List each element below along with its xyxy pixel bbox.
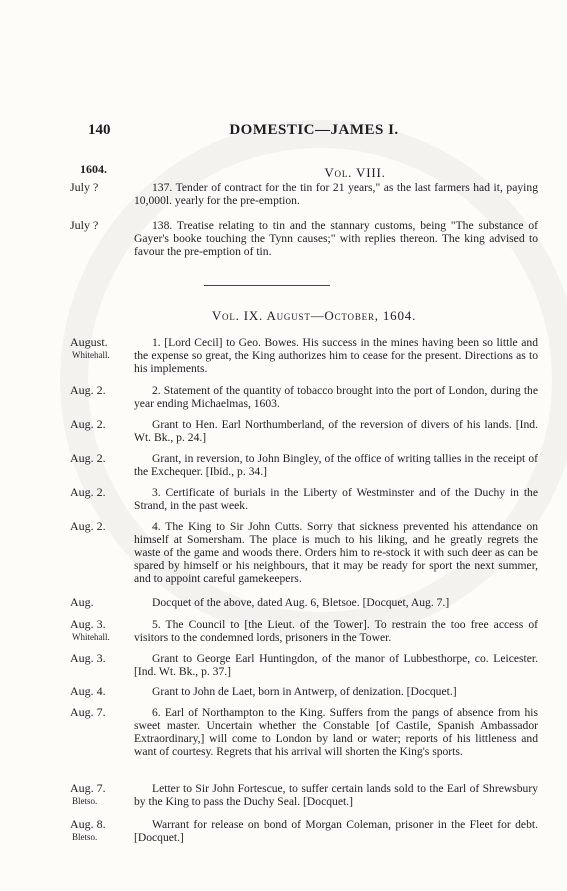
entry-text: Warrant for release on bond of Morgan Coleman, prisoner in the Fleet for debt. [Docquet.]: [134, 818, 538, 844]
entry-date: Aug. 7. Bletso.: [70, 782, 128, 808]
entry-place: Whitehall.: [72, 350, 110, 360]
entry-text: 1. [Lord Cecil] to Geo. Bowes. His success in the mines having been so little and the expense so great, the King authorizes him to cease for the present. Directions as to his implements.: [134, 336, 538, 375]
page-number: 140: [88, 122, 111, 138]
entry-date: Aug. 2.: [70, 519, 106, 533]
entry-text: 138. Treatise relating to tin and the stannary customs, being "The substance of Gayer's booke touching the Tynn causes;" with replies thereon. The king advised to favour the pre-emption of tin.: [134, 219, 538, 258]
entry-date: Aug. 7.: [70, 705, 106, 719]
entry-text: 2. Statement of the quantity of tobacco brought into the port of London, during the year ending Michaelmas, 1603.: [134, 384, 538, 410]
entry-text: 137. Tender of contract for the tin for 21 years," as the last farmers had it, paying 10,000l. yearly for the pre-emption.: [134, 181, 538, 207]
section-title-vol-viii: Vol. VIII.: [324, 165, 386, 180]
entry-place: Whitehall.: [72, 632, 110, 642]
entry-place: Bletso.: [72, 832, 98, 842]
entry-date: Aug. 2.: [70, 451, 106, 465]
entry-date: July ?: [70, 218, 99, 232]
entry-text: 3. Certificate of burials in the Liberty of Westminster and of the Duchy in the Strand, in the past week.: [134, 486, 538, 512]
entry-date: Aug. 4.: [70, 684, 106, 698]
entry-text: Letter to Sir John Fortescue, to suffer certain lands sold to the Earl of Shrewsbury by the King to pass the Duchy Seal. [Docquet.]: [134, 782, 538, 808]
entry-date: Aug. 3. Whitehall.: [70, 618, 128, 644]
entry-date: August. Whitehall.: [70, 336, 128, 362]
entry-date: Aug.: [70, 595, 94, 609]
entry-text: Grant to Hen. Earl Northumberland, of the reversion of divers of his lands. [Ind. Wt. Bk., p. 24.]: [134, 418, 538, 444]
page-header: [88, 122, 540, 142]
entry-place: Bletso.: [72, 796, 98, 806]
section-divider: [204, 285, 330, 286]
entry-date: Aug. 2.: [70, 485, 106, 499]
running-head: DOMESTIC—JAMES I.: [229, 122, 399, 138]
entry-date: Aug. 3.: [70, 651, 106, 665]
year-label: 1604.: [80, 162, 107, 176]
entry-date: Aug. 2.: [70, 417, 106, 431]
entry-text: 5. The Council to [the Lieut. of the Tower]. To restrain the too free access of visitors to the condemned lords, prisoners in the Tower.: [134, 618, 538, 644]
entry-date: July ?: [70, 180, 99, 194]
entry-text: Docquet of the above, dated Aug. 6, Bletsoe. [Docquet, Aug. 7.]: [152, 596, 450, 609]
entry-date: Aug. 2.: [70, 383, 106, 397]
entry-text: Grant, in reversion, to John Bingley, of the office of writing tallies in the receipt of the Exchequer. [Ibid., p. 34.]: [134, 452, 538, 478]
entry-date: Aug. 8. Bletso.: [70, 818, 128, 844]
entry-text: 6. Earl of Northampton to the King. Suffers from the pangs of absence from his sweet master. Uncertain whether the Constable [of Castile, Spanish Ambassador Extraordinary,] will come to London by land or water; reports of his littleness and want of courtesy. Regrets that his arrival will shorten the King's sports.: [134, 706, 538, 758]
section-title-vol-ix: Vol. IX. August—October, 1604.: [211, 308, 417, 323]
entry-text: Grant to George Earl Huntingdon, of the manor of Lubbesthorpe, co. Leicester. [Ind. Wt. Bk., p. 37.]: [134, 652, 538, 678]
entry-text: Grant to John de Laet, born in Antwerp, of denization. [Docquet.]: [152, 685, 457, 698]
entry-text: 4. The King to Sir John Cutts. Sorry that sickness prevented his attendance on himself at Somersham. The place is much to his liking, and he greatly regrets the waste of the game and woods there. Orders him to re-stock it with such deer as can be spared by himself or his neighbours, that it may be ready for sport the next summer, and to appoint careful gamekeepers.: [134, 520, 538, 585]
